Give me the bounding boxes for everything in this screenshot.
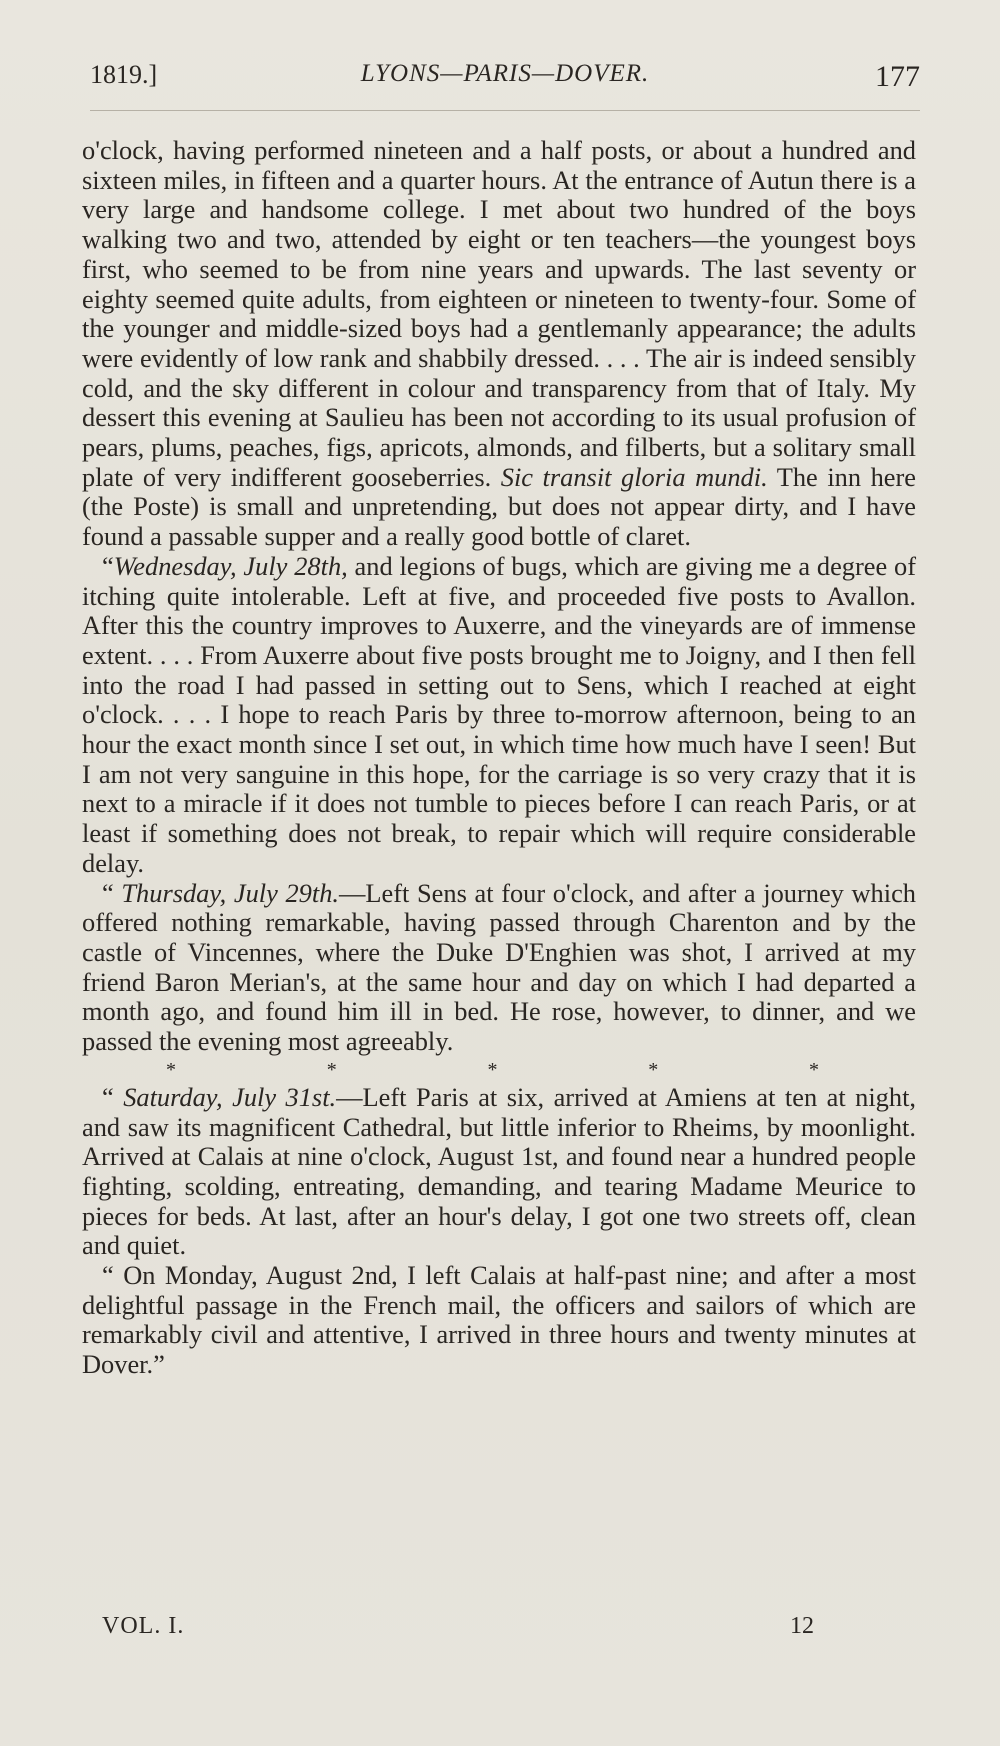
running-head-title: LYONS—PARIS—DOVER. bbox=[360, 60, 650, 87]
text-run: o'clock, having performed nineteen and a half posts, or about a hundred and sixteen miles, in fifteen and a quarter hours. At the entrance of Autun there is a very large and handsome college. I met about two hundred of the boys walking two and two, attended by eight or ten teachers—the youngest boys first, who seemed to be from nine years and upwards. The last seventy or eighty seemed quite adults, from eighteen or nineteen to twenty-four. Some of the younger and middle-sized boys had a gentlemanly appearance; the adults were evidently of low rank and shabbily dressed. . . . The air is indeed sensibly cold, and the sky different in colour and transparency from that of Italy. My dessert this evening at Saulieu has been not according to its usual profusion of pears, plums, peaches, figs, apricots, almonds, and filberts, but a solitary small plate of very indifferent gooseberries. bbox=[82, 135, 916, 492]
header-rule bbox=[90, 110, 920, 111]
italic-text-run: Sic transit gloria mundi. bbox=[500, 461, 768, 492]
asterisk: * bbox=[326, 1058, 337, 1081]
asterisk: * bbox=[487, 1058, 498, 1081]
text-run: The inn here (the Poste) is small and unpretending, but does not appear dirty, and I have found a passable supper and a really good bottle of claret. bbox=[82, 461, 916, 552]
italic-text-run: Saturday, July 31st. bbox=[123, 1081, 337, 1112]
running-head-year: 1819.] bbox=[90, 60, 158, 89]
paragraph bbox=[82, 1261, 916, 1380]
section-break-asterisks bbox=[82, 1057, 916, 1083]
paragraph bbox=[82, 879, 916, 1057]
paragraph bbox=[82, 552, 916, 879]
text-run: —Left Sens at four o'clock, and after a journey which offered nothing remarkable, having passed through Charenton and by the castle of Vincennes, where the Duke D'Enghien was shot, I arrived at my friend Baron Merian's, at the same hour and day on which I had departed a month ago, and found him ill in bed. He rose, however, to dinner, and we passed the evening most agreeably. bbox=[82, 877, 916, 1057]
body-text bbox=[82, 136, 916, 1380]
text-run: —Left Paris at six, arrived at Amiens at ten at night, and saw its magnificent Cathedral, but little inferior to Rheims, by moonlight. Arrived at Calais at nine o'clock, August 1st, and found near a hundred people fighting, scolding, entreating, demanding, and tearing Madame Meurice to pieces for beds. At last, after an hour's delay, I got one two streets off, clean and quiet. bbox=[82, 1081, 917, 1261]
asterisk: * bbox=[809, 1058, 819, 1081]
text-run: “ bbox=[102, 550, 114, 581]
asterisk: * bbox=[648, 1058, 659, 1081]
volume-signature: VOL. I. bbox=[102, 1613, 185, 1639]
paragraph bbox=[82, 136, 916, 552]
asterisk: * bbox=[166, 1058, 176, 1081]
paragraph bbox=[82, 1083, 916, 1261]
italic-text-run: Thursday, July 29th. bbox=[121, 877, 339, 908]
italic-text-run: Wednesday, July 28th, bbox=[113, 550, 348, 581]
running-head bbox=[90, 54, 920, 94]
text-run: and legions of bugs, which are giving me a degree of itching quite intolerable. Left at five, and proceeded five posts to Avallon. After this the country improves to Auxerre, and the vineyards are of immense extent. . . . From Auxerre about five posts brought me to Joigny, and I then fell into the road I had passed in setting out to Sens, which I reached at eight o'clock. . . . I hope to reach Paris by three to-morrow afternoon, being to an hour the exact month since I set out, in which time how much have I seen! But I am not very sanguine in this hope, for the carriage is so very crazy that it is next to a miracle if it does not tumble to pieces before I can reach Paris, or at least if something does not break, to repair which will require considerable delay. bbox=[82, 550, 916, 878]
text-run: “ On Monday, August 2nd, I left Calais at half-past nine; and after a most delightful passage in the French mail, the officers and sailors of which are remarkably civil and attentive, I arrived in three hours and twenty minutes at Dover.” bbox=[82, 1260, 916, 1380]
text-run: “ bbox=[102, 1081, 124, 1112]
signature-number: 12 bbox=[790, 1613, 814, 1639]
text-run: “ bbox=[102, 877, 122, 908]
page-number: 177 bbox=[875, 60, 920, 93]
page-footer bbox=[102, 1613, 814, 1647]
